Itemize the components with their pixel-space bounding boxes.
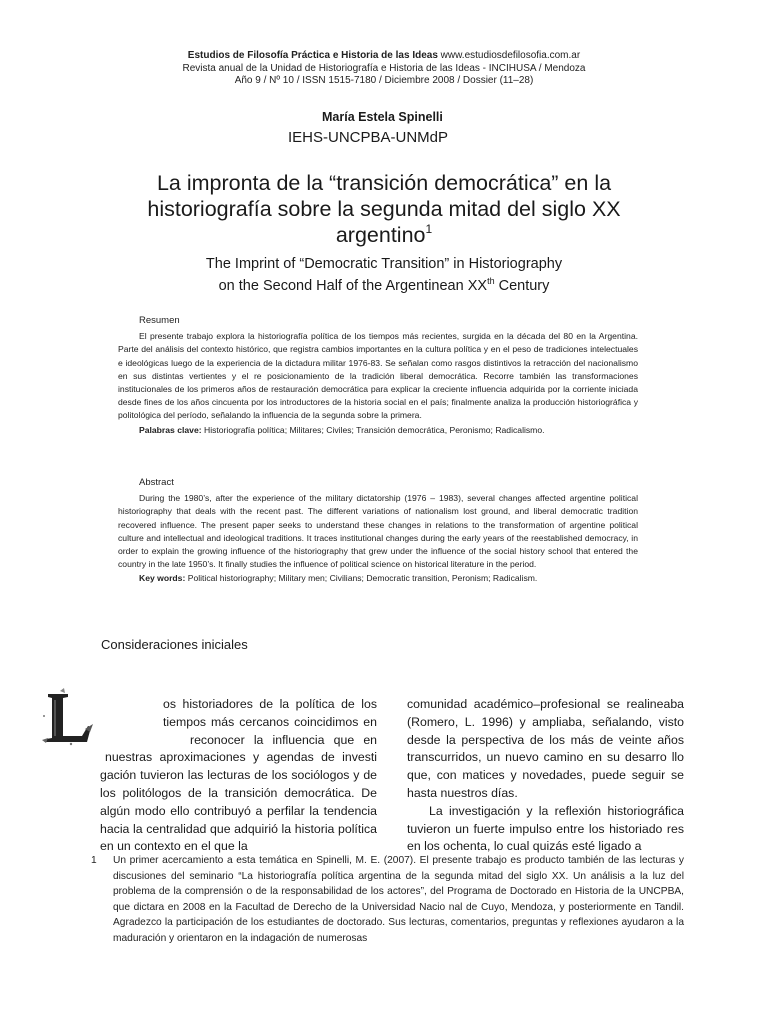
abstract-block <box>118 476 638 586</box>
left-line: gación tuvieron las lecturas de los sociólogos y de <box>100 768 377 783</box>
body-column-right <box>407 696 684 856</box>
subtitle-line-2-a: on the Second Half of the Argentinean XX <box>218 278 488 294</box>
left-line: los politólogos de la transición democrática. De <box>100 785 377 800</box>
journal-publisher-line: Revista anual de la Unidad de Historiografía e Historia de las Ideas - INCIHUSA / Mendoza <box>182 62 586 74</box>
left-line: reconocer la influencia que en <box>190 732 377 747</box>
right-line: hasta nuestros días. <box>407 785 518 800</box>
left-line: os historiadores de la política de los <box>163 697 377 711</box>
title-footnote-ref[interactable]: 1 <box>425 222 433 236</box>
subtitle-line-2-b: Century <box>494 278 550 294</box>
footnote-mark: 1 <box>91 855 97 866</box>
resumen-body: El presente trabajo explora la historiografía política de los tiempos más recientes, surgida en la década del 80 en la Argentina. Parte del análisis del contexto histórico, que registra cambios importantes en la cultura política y en el peso de tradiciones intelectuales e ideológicas luego de la experiencia de la dictadura militar 1976-83. Se señalan como rasgos distintivos la retracción del nacionalismo en sus distintas vertientes y el re posicionamiento de la tradición liberal democrática. Recorre también las transformaciones institucionales de los primeros años de restauración democrática para explicar la creciente influencia adquirida por la corriente iniciada desde fines de los años cincuenta por los introductores de la historia social en el país; finalmente analiza la producción historiográfica y politológica del período, señalando la influencia de la segunda sobre la primera. <box>118 331 638 421</box>
abstract-keywords-label: Key words: <box>139 573 186 584</box>
subtitle-line-2 <box>60 275 708 297</box>
body-column-left <box>100 696 377 856</box>
right-line: que, con matices y novedades, puede seguir se <box>407 768 684 783</box>
subtitle-superscript: th <box>487 276 495 286</box>
footnote-body: Un primer acercamiento a esta temática en Spinelli, M. E. (2007). El presente trabajo es producto también de las lecturas y discusiones del seminario “La historiografía política argentina de la segunda mitad del siglo XX. Un análisis a la luz del problema de la comprensión o de la responsabilidad de los actores”, del Programa de Doctorado en Historia de la UNCPBA, que dictara en 2008 en la Facultad de Derecho de la Universidad Nacio nal de Cuyo, Mendoza, y posteriormente en Tandil. Agradezco la participación de los estudiantes de doctorado. Sus lecturas, comentarios, preguntas y reflexiones ayudaron a la maduración y orientaron en la indagación de numerosas <box>113 855 684 944</box>
journal-url[interactable]: www.estudiosdefilosofia.com.ar <box>440 50 581 61</box>
footnote <box>91 853 684 946</box>
resumen-keywords <box>139 424 638 437</box>
right-line: La investigación y la reflexión historiográfica <box>429 803 684 818</box>
left-line: nuestras aproximaciones y agendas de investi <box>105 750 377 765</box>
title-line-3-text: argentino <box>335 223 426 247</box>
dropcap-letter-l <box>38 686 98 748</box>
resumen-keywords-label: Palabras clave: <box>139 424 202 435</box>
author-name: María Estela Spinelli <box>322 110 443 124</box>
section-heading: Consideraciones iniciales <box>101 637 248 652</box>
right-line: en los ochenta, lo cual quizás esté ligado a <box>407 839 642 854</box>
right-line: (Romero, L. 1996) y ampliaba, señalando, visto <box>407 714 684 729</box>
journal-issue-line: Año 9 / Nº 10 / ISSN 1515-7180 / Diciembre 2008 / Dossier (11–28) <box>234 75 534 86</box>
article-title <box>60 170 708 248</box>
footnote-text <box>91 853 684 946</box>
resumen-block <box>118 314 638 437</box>
abstract-body: During the 1980’s, after the experience of the military dictatorship (1976 – 1983), several changes affected argentine political historiography that deals with the recent past. The different variations of nationalism lost ground, and liberal democratic tradition recovered influence. The present paper seeks to understand these changes in relations to the transformation of argentine political culture and intellectual and ideological traditions. It traces institutional changes during the early years of the reestablished democracy, in order to explain the growing influence of the historiography that grew under the influence of the social history school that entered the country in the late 1950’s. It finally studies the influence of political science on historical literature in the period. <box>118 493 638 570</box>
title-line-1: La impronta de la “transición democrática” en la <box>156 171 612 195</box>
right-line: transcurridos, un nuevo camino en su desarro llo <box>407 750 684 765</box>
title-line-2: historiografía sobre la segunda mitad del siglo XX <box>147 197 621 221</box>
abstract-keywords <box>139 572 638 585</box>
title-line-3 <box>60 222 708 248</box>
left-line: en un contexto en el que la <box>100 839 248 854</box>
journal-title-line <box>0 50 768 63</box>
author-institution: IEHS-UNCPBA-UNMdP <box>288 129 449 146</box>
journal-name: Estudios de Filosofía Práctica e Historia de las Ideas <box>187 50 438 61</box>
resumen-heading: Resumen <box>139 315 180 326</box>
left-line: algún modo ello contribuyó a perfilar la tendencia <box>100 803 377 818</box>
journal-header <box>0 50 768 88</box>
abstract-keywords-text: Political historiography; Military men; Civilians; Democratic transition, Peronism; Radicalism. <box>185 573 538 584</box>
subtitle-line-1: The Imprint of “Democratic Transition” in Historiography <box>205 256 563 272</box>
left-line: hacia la centralidad que adquirió la historia política <box>100 821 377 836</box>
article-subtitle <box>60 253 708 297</box>
abstract-heading: Abstract <box>139 477 174 488</box>
right-line: comunidad académico–profesional se realineaba <box>407 697 684 711</box>
right-line: desde la perspectiva de los más de veinte años <box>407 732 684 747</box>
resumen-keywords-text: Historiografía política; Militares; Civiles; Transición democrática, Peronismo; Radicalismo. <box>201 424 545 435</box>
left-line: tiempos más cercanos coincidimos en <box>163 714 377 729</box>
right-line: tuvieron un fuerte impulso entre los historiado res <box>407 821 684 836</box>
